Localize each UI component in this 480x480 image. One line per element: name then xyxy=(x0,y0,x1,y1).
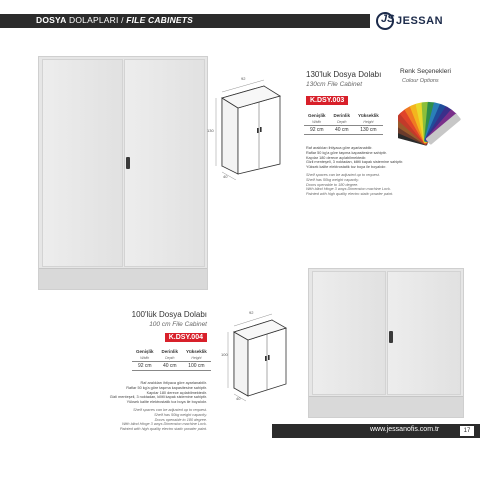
page-header xyxy=(0,0,480,34)
door-handle-2 xyxy=(389,331,393,343)
cabinet-130-drawing xyxy=(208,70,300,180)
page-title: DOSYA DOLAPLARI / FILE CABINETS xyxy=(36,15,194,25)
left-door-2 xyxy=(312,271,386,395)
drawing-2-depth-label: 40 xyxy=(236,396,241,401)
page-footer xyxy=(272,424,480,438)
cabinet-100-drawing xyxy=(224,306,304,402)
colour-options-subtitle: Colour Options xyxy=(402,78,439,84)
cabinet-130-photo xyxy=(38,56,208,290)
product-1-dimensions: Genişlik Derinlik Yükseklik Width Depth Height 92 cm 40 cm 130 cm xyxy=(304,112,383,135)
cabinet-100-photo xyxy=(308,268,464,418)
product-2-notes: Raf aralıkları ihtiyaca göre ayarlanabilir. Raflar 50 kg'a göre taşıma kapasitesine sahiptir. Kapılar 180 derece açılabilmektedir. Gizli menteşeli, 3 noktadan, kilitli kapak sistemine sahiptir. Yüksek kalite elektrostatik toz boya ile boyalıdır. Shelf spaces can be adjusted up to request. Shelf has 50kg weight capacity. Doors openable to 180 degree. With blind Hinge 3 ways Dimension machine Lock. Painted with high quality electro static powder paint. xyxy=(109,381,207,432)
right-door xyxy=(124,59,205,267)
drawing-2-width-label: 92 xyxy=(249,310,254,315)
cabinet-base xyxy=(39,268,207,289)
colour-fan xyxy=(398,86,470,148)
colour-options-title: Renk Seçenekleri xyxy=(400,68,451,75)
brand-logo[interactable] xyxy=(376,12,444,32)
product-1-title: 130'luk Dosya Dolabı xyxy=(306,70,382,79)
drawing-width-label: 92 xyxy=(241,76,246,81)
product-2-title: 100'lük Dosya Dolabı xyxy=(131,310,207,319)
right-door-2 xyxy=(387,271,461,395)
product-2-dimensions: Genişlik Derinlik Yükseklik Width Depth Height 92 cm 40 cm 100 cm xyxy=(132,348,211,371)
product-1-notes: Raf aralıkları ihtiyaca göre ayarlanabilir. Raflar 50 kg'a göre taşıma kapasitesine sahiptir. Kapılar 180 derece açılabilmektedir. Gizli menteşeli, 3 noktadan, kilitli kapak sistemine sahiptir. Yüksek kalite elektrostatik toz boya ile boyalıdır. Shelf spaces can be adjusted up to request. Shelf has 50kg weight capacity. Doors openable to 180 degree. With blind Hinge 3 ways Dimension machine Lock. Painted with high quality electro static powder paint. xyxy=(306,146,404,197)
product-2-subtitle: 100 cm File Cabinet xyxy=(149,321,207,328)
colour-options xyxy=(398,68,470,148)
door-handle xyxy=(126,157,130,169)
drawing-2-height-label: 100 xyxy=(221,352,228,357)
logo-text: JESSAN xyxy=(396,15,444,27)
left-door xyxy=(42,59,123,267)
website-link[interactable]: www.jessanofis.com.tr xyxy=(370,426,440,433)
header-bar xyxy=(0,14,370,28)
product-1-code: K.DSY.003 xyxy=(306,96,348,105)
drawing-height-label: 130 xyxy=(207,128,214,133)
page-number: 17 xyxy=(460,426,474,436)
cabinet-base-2 xyxy=(309,396,463,417)
product-2-code: K.DSY.004 xyxy=(165,333,207,342)
logo-icon: JS xyxy=(376,12,394,30)
drawing-depth-label: 40 xyxy=(223,174,228,179)
product-1-subtitle: 130cm File Cabinet xyxy=(306,81,362,88)
